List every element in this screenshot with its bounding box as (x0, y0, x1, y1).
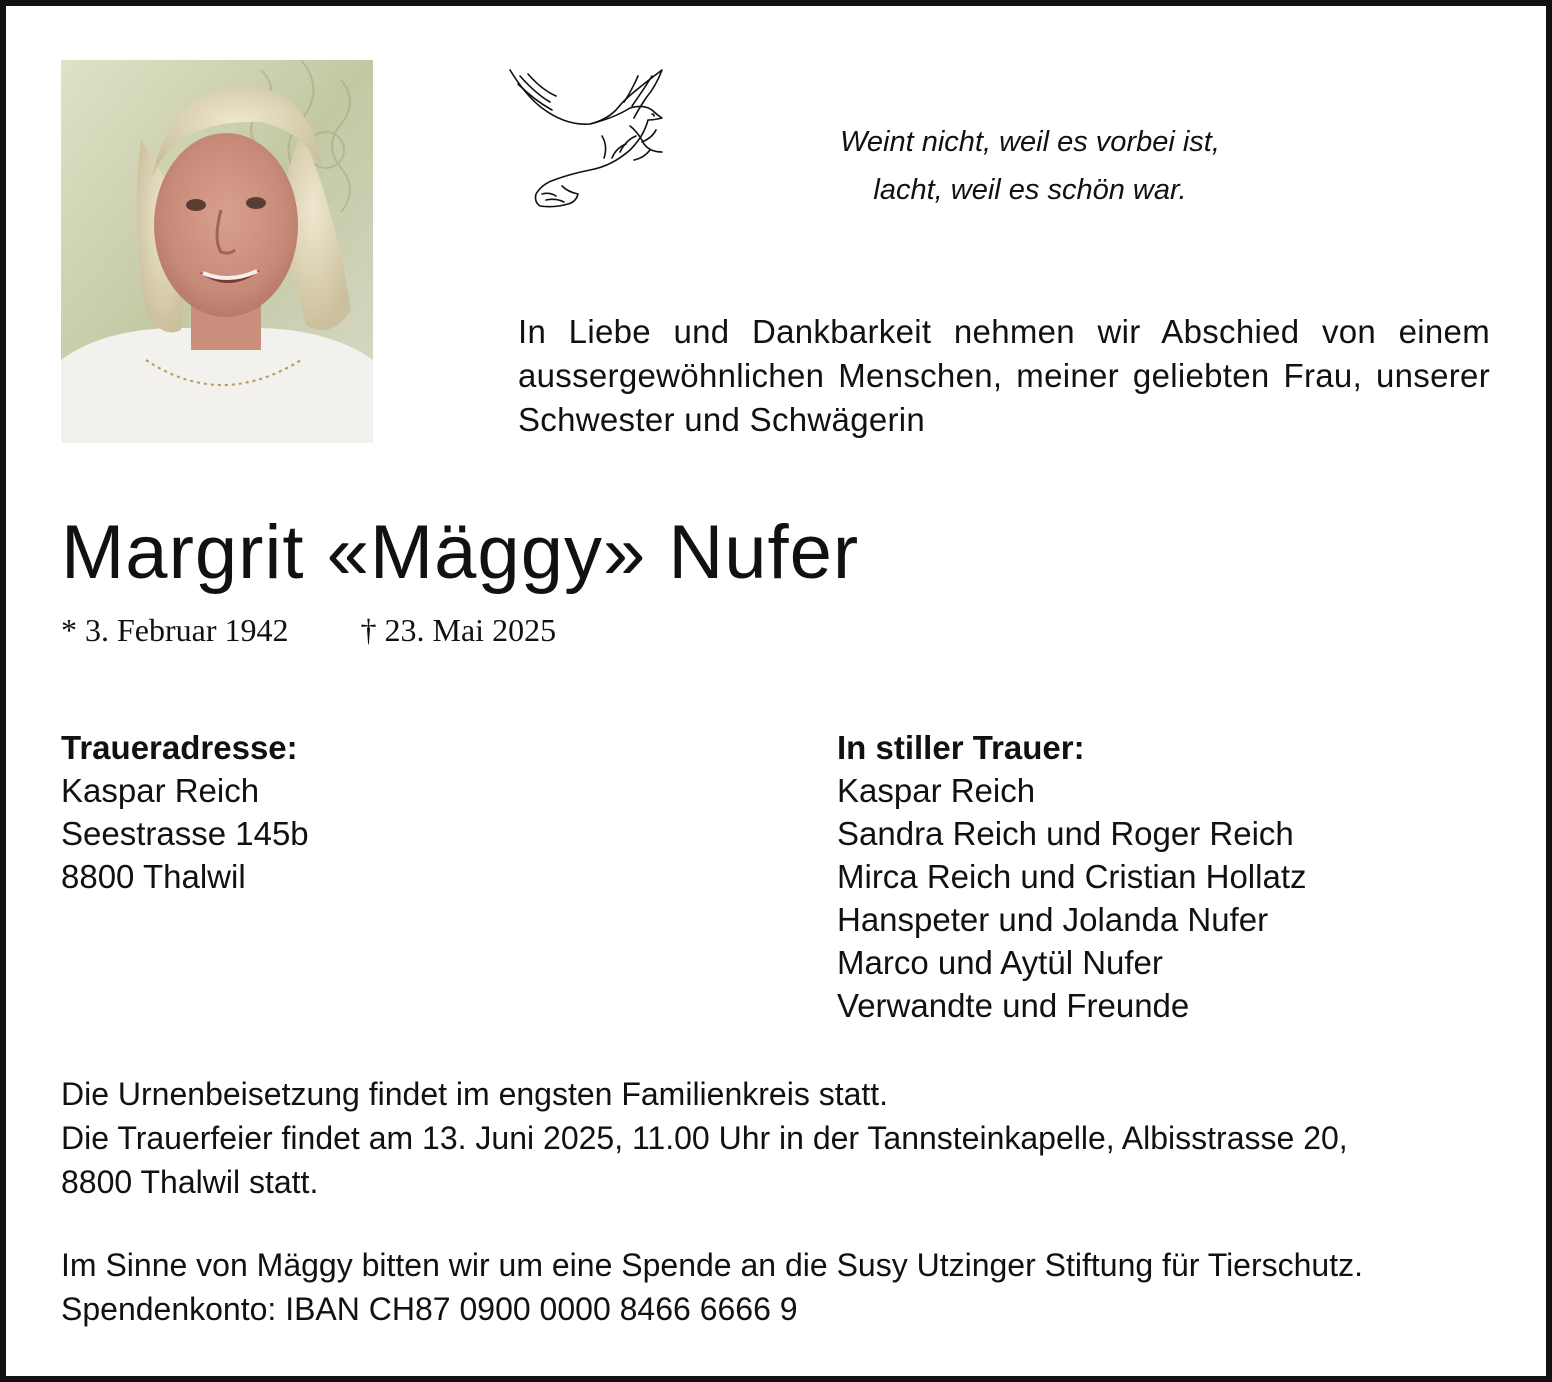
mourner-name: Hanspeter und Jolanda Nufer (837, 901, 1269, 938)
mourners-block (837, 726, 1307, 1027)
mourner-name: Sandra Reich und Roger Reich (837, 815, 1294, 852)
mourning-address-line: Kaspar Reich (61, 772, 260, 809)
mourner-name: Verwandte und Freunde (837, 987, 1190, 1024)
mourner-name: Marco und Aytül Nufer (837, 944, 1163, 981)
motto-line-1: Weint nicht, weil es vorbei ist, (840, 126, 1220, 158)
life-dates (61, 608, 556, 652)
portrait-photo (61, 60, 373, 443)
donation-request: Im Sinne von Mäggy bitten wir um eine Spende an die Susy Utzinger Stiftung für Tierschutz. (61, 1247, 1363, 1283)
mourning-address-heading: Traueradresse: (61, 729, 298, 766)
ceremony-info (61, 1072, 1491, 1204)
deceased-name: Margrit «Mäggy» Nufer (61, 510, 860, 595)
ceremony-line-3: 8800 Thalwil statt. (61, 1164, 319, 1200)
birth-date: * 3. Februar 1942 (61, 612, 289, 648)
mourner-name: Kaspar Reich (837, 772, 1036, 809)
motto-line-2: lacht, weil es schön war. (873, 174, 1187, 206)
farewell-intro-text: In Liebe und Dankbarkeit nehmen wir Abschied von einem aussergewöhnlichen Menschen, meiner geliebten Frau, unserer Schwester und Schwägerin (518, 313, 1490, 438)
dove-with-olive-branch-icon (506, 66, 671, 214)
donation-info (61, 1243, 1491, 1331)
mourning-address-line: 8800 Thalwil (61, 858, 246, 895)
ceremony-line-2: Die Trauerfeier findet am 13. Juni 2025, 11.00 Uhr in der Tannsteinkapelle, Albisstrasse 20, (61, 1120, 1348, 1156)
mourner-name: Mirca Reich und Cristian Hollatz (837, 858, 1307, 895)
memorial-motto (780, 118, 1280, 214)
death-date: † 23. Mai 2025 (360, 612, 557, 648)
mourning-address-block (61, 726, 309, 898)
donation-account: Spendenkonto: IBAN CH87 0900 0000 8466 6666 9 (61, 1291, 798, 1327)
mourners-heading: In stiller Trauer: (837, 729, 1085, 766)
ceremony-line-1: Die Urnenbeisetzung findet im engsten Familienkreis statt. (61, 1076, 889, 1112)
mourning-address-line: Seestrasse 145b (61, 815, 309, 852)
